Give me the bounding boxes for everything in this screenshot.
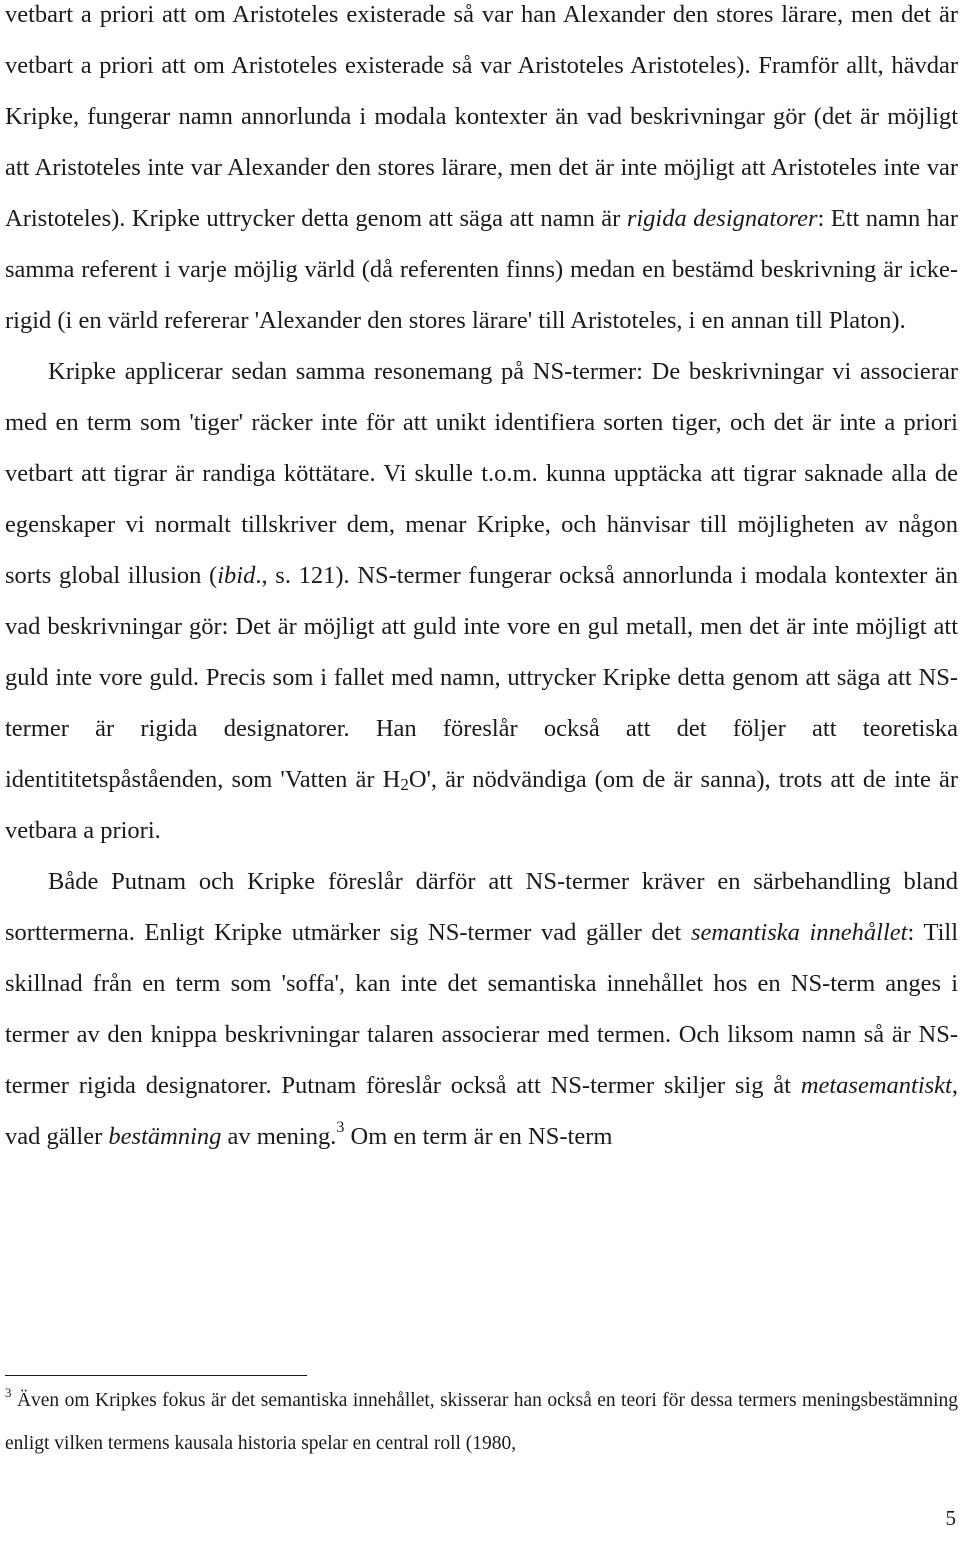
emphasis-metasemantiskt: metasemantiskt bbox=[800, 1072, 952, 1099]
paragraph-1-text: vetbart a priori att om Aristoteles existerade så var han Alexander den stores lärare, men det är vetbart a priori att om Aristoteles existerade så var Aristoteles Aristoteles). Framför allt, hävdar Kripke, fungerar namn annorlunda i modala kontexter än vad beskrivningar gör (det är möjligt att Aristoteles inte var Alexander den stores lärare, men det är inte möjligt att Aristoteles inte var Aristoteles). Kripke uttrycker detta genom att säga att namn är bbox=[5, 1, 958, 232]
emphasis-bestamning: bestämning bbox=[108, 1123, 222, 1150]
body-text bbox=[5, 0, 958, 1162]
paragraph-1-text-cont: : Ett namn har samma referent i varje möjlig värld (då referenten finns) medan en bestämd beskrivning är icke-rigid (i en värld refererar 'Alexander den stores lärare' till Aristoteles, i en annan till Platon). bbox=[5, 205, 958, 334]
footnote-area bbox=[5, 1379, 958, 1465]
paragraph-2-text-cont: ., s. 121). NS-termer fungerar också annorlunda i modala kontexter än vad beskrivningar gör: Det är möjligt att guld inte vore en gul metall, men det är inte möjligt att guld inte vore guld. Precis som i fallet med namn, uttrycker Kripke detta genom att säga att NS-termer är rigida designatorer. Han föreslår också att det följer att teoretiska identititetspåståenden, som 'Vatten är H bbox=[5, 562, 959, 793]
paragraph-2 bbox=[5, 346, 958, 856]
footnote-text: Även om Kripkes fokus är det semantiska innehållet, skisserar han också en teori för dessa termers meningsbestämning enligt vilken termens kausala historia spelar en central roll (1980, bbox=[5, 1390, 958, 1454]
paragraph-3-text: Både Putnam och Kripke föreslår därför att NS-termer kräver en särbehandling bland sorttermerna. Enligt Kripke utmärker sig NS-termer vad gäller det bbox=[5, 868, 958, 946]
footnote-reference: 3 bbox=[336, 1119, 345, 1136]
paragraph-3-text-mid2: av mening. bbox=[221, 1123, 337, 1150]
emphasis-rigida-designatorer: rigida designatorer bbox=[626, 205, 818, 232]
paragraph-2-text: Kripke applicerar sedan samma resonemang på NS-termer: De beskrivningar vi associerar med en term som 'tiger' räcker inte för att unikt identifiera sorten tiger, och det är inte a priori vetbart att tigrar är randiga köttätare. Vi skulle t.o.m. kunna upptäcka att tigrar saknade alla de egenskaper vi normalt tillskriver dem, menar Kripke, och hänvisar till möjligheten av någon sorts global illusion ( bbox=[5, 358, 958, 589]
emphasis-semantiska-innehallet: semantiska innehållet bbox=[691, 919, 908, 946]
page-number: 5 bbox=[945, 1506, 956, 1530]
paragraph-1 bbox=[5, 0, 958, 346]
paragraph-2-text-end: O', är nödvändiga (om de är sanna), trots att de inte är vetbara a priori. bbox=[5, 766, 959, 844]
paragraph-3-text-end: Om en term är en NS-term bbox=[344, 1123, 613, 1150]
subscript-2: 2 bbox=[400, 775, 409, 794]
emphasis-ibid: ibid bbox=[217, 562, 256, 589]
paragraph-3-text-cont: : Till skillnad från en term som 'soffa', kan inte det semantiska innehållet hos en NS-term anges i termer av den knippa beskrivningar talaren associerar med termen. Och liksom namn så är NS-termer rigida designatorer. Putnam föreslår också att NS-termer skiljer sig åt bbox=[5, 919, 958, 1099]
paragraph-3-text-mid: , vad gäller bbox=[5, 1072, 958, 1150]
footnote-3 bbox=[5, 1379, 958, 1465]
footnote-number: 3 bbox=[5, 1385, 12, 1400]
footnote-separator bbox=[5, 1375, 307, 1376]
paragraph-3 bbox=[5, 856, 958, 1162]
